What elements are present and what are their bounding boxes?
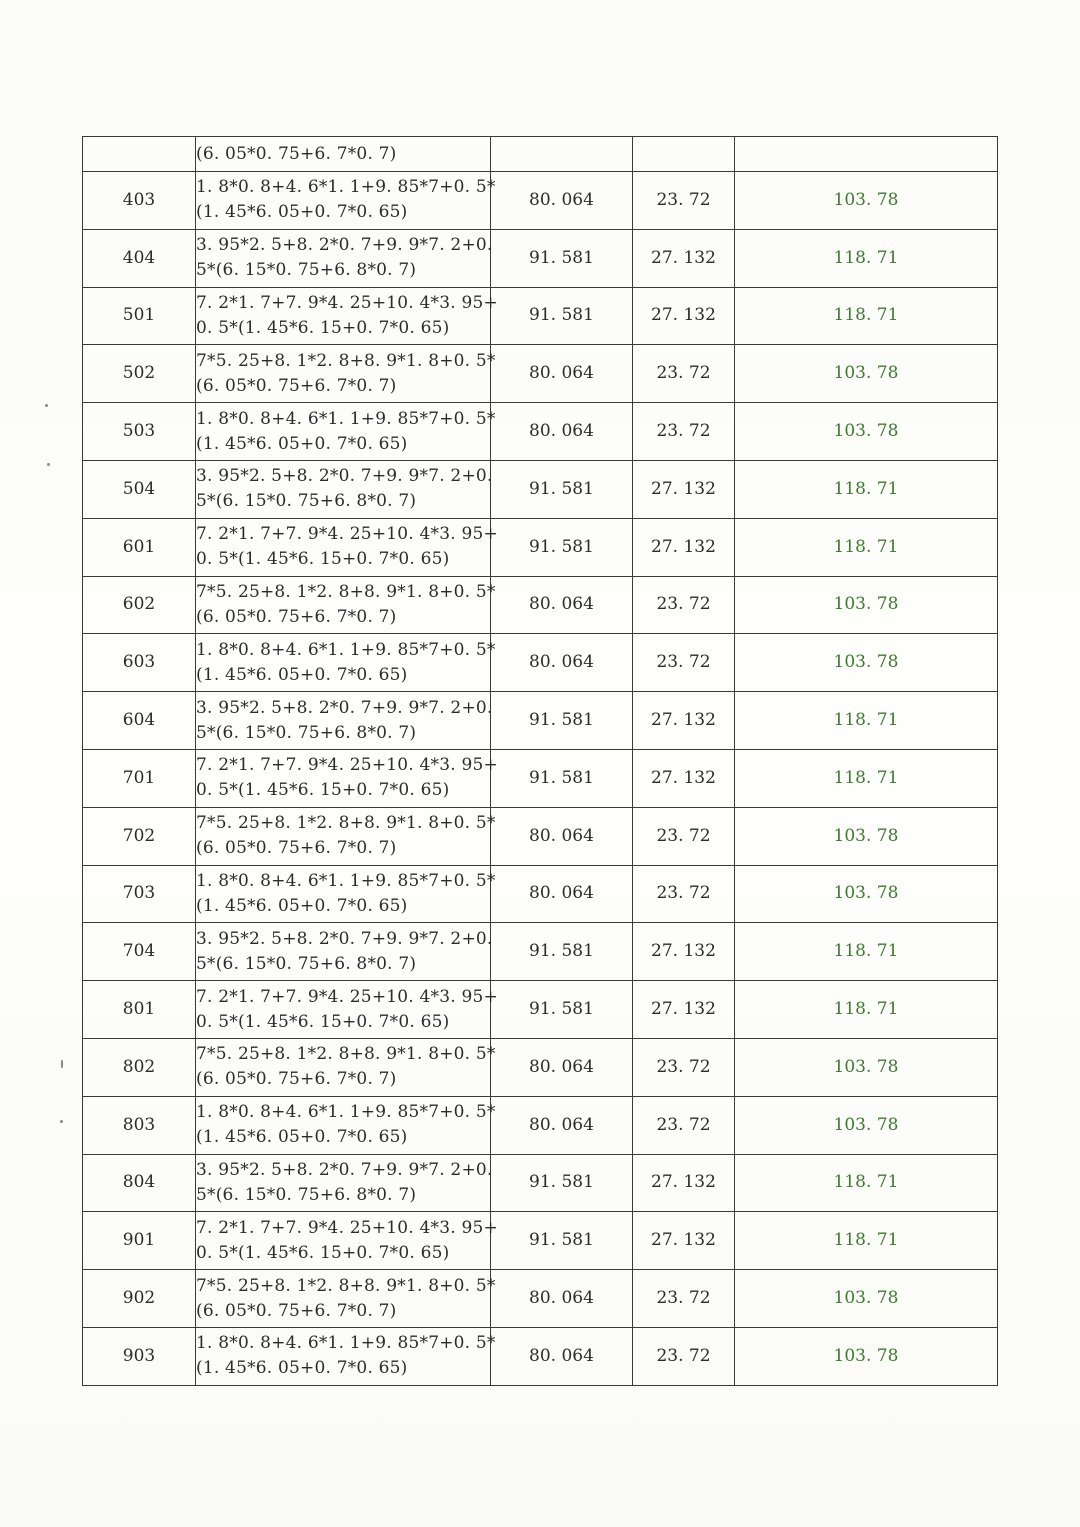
formula-line: (6. 05*0. 75+6. 7*0. 7)	[196, 1300, 397, 1321]
total-area-cell: 118. 71	[735, 749, 998, 807]
shared-area-cell: 23. 72	[633, 576, 735, 634]
total-area-cell: 118. 71	[735, 287, 998, 345]
inner-area-cell: 80. 064	[491, 865, 633, 923]
total-area-cell: 103. 78	[735, 865, 998, 923]
scan-speck	[60, 1120, 63, 1123]
area-formula-cell	[196, 1327, 496, 1385]
total-area-cell: 118. 71	[735, 229, 998, 287]
formula-line: 3. 95*2. 5+8. 2*0. 7+9. 9*7. 2+0.	[196, 466, 493, 487]
formula-line: 5*(6. 15*0. 75+6. 8*0. 7)	[196, 1184, 417, 1205]
room-number-cell: 502	[83, 345, 196, 403]
room-number-cell: 902	[83, 1270, 196, 1328]
total-area-cell: 118. 71	[735, 1154, 998, 1212]
inner-area-cell: 91. 581	[491, 1154, 633, 1212]
table-row	[83, 865, 998, 923]
shared-area-cell: 23. 72	[633, 807, 735, 865]
scan-speck	[47, 463, 50, 466]
inner-area-cell: 80. 064	[491, 403, 633, 461]
room-number-cell: 801	[83, 981, 196, 1039]
total-area-cell: 118. 71	[735, 692, 998, 750]
inner-area-cell	[491, 137, 633, 172]
inner-area-cell: 80. 064	[491, 1038, 633, 1096]
inner-area-cell: 91. 581	[491, 460, 633, 518]
area-formula-cell	[196, 1096, 496, 1154]
table-row	[83, 1327, 998, 1385]
room-number-cell: 404	[83, 229, 196, 287]
shared-area-cell: 23. 72	[633, 1327, 735, 1385]
area-formula-cell	[196, 518, 498, 576]
table-row-continued	[83, 137, 998, 172]
table-body	[83, 137, 998, 1386]
formula-line: 7. 2*1. 7+7. 9*4. 25+10. 4*3. 95+	[196, 986, 498, 1007]
inner-area-cell: 91. 581	[491, 287, 633, 345]
table-row	[83, 518, 998, 576]
formula-line: 3. 95*2. 5+8. 2*0. 7+9. 9*7. 2+0.	[196, 928, 493, 949]
inner-area-cell: 91. 581	[491, 518, 633, 576]
table-row	[83, 1212, 998, 1270]
inner-area-cell: 91. 581	[491, 229, 633, 287]
formula-line: 1. 8*0. 8+4. 6*1. 1+9. 85*7+0. 5*	[196, 408, 496, 429]
formula-line: (1. 45*6. 05+0. 7*0. 65)	[196, 202, 408, 223]
formula-line: 5*(6. 15*0. 75+6. 8*0. 7)	[196, 260, 417, 281]
room-number-cell: 804	[83, 1154, 196, 1212]
formula-line: 7*5. 25+8. 1*2. 8+8. 9*1. 8+0. 5*	[196, 1044, 496, 1065]
total-area-cell: 103. 78	[735, 1038, 998, 1096]
formula-line: 5*(6. 15*0. 75+6. 8*0. 7)	[196, 953, 417, 974]
formula-line: 1. 8*0. 8+4. 6*1. 1+9. 85*7+0. 5*	[196, 639, 496, 660]
formula-line: 5*(6. 15*0. 75+6. 8*0. 7)	[196, 722, 417, 743]
room-number-cell: 803	[83, 1096, 196, 1154]
room-number-cell: 601	[83, 518, 196, 576]
formula-line: 1. 8*0. 8+4. 6*1. 1+9. 85*7+0. 5*	[196, 1102, 496, 1123]
formula-line: 5*(6. 15*0. 75+6. 8*0. 7)	[196, 491, 417, 512]
table-row	[83, 981, 998, 1039]
shared-area-cell: 27. 132	[633, 460, 735, 518]
total-area-cell	[735, 137, 998, 172]
room-number-cell: 604	[83, 692, 196, 750]
table-row	[83, 403, 998, 461]
shared-area-cell: 23. 72	[633, 1270, 735, 1328]
shared-area-cell: 27. 132	[633, 749, 735, 807]
area-formula-cell	[196, 172, 496, 230]
scan-speck	[61, 1060, 63, 1068]
total-area-cell: 118. 71	[735, 981, 998, 1039]
table-row	[83, 576, 998, 634]
area-formula-cell	[196, 692, 491, 750]
area-formula-cell	[196, 403, 496, 461]
formula-line: 7. 2*1. 7+7. 9*4. 25+10. 4*3. 95+	[196, 524, 498, 545]
area-formula-cell	[196, 1212, 498, 1270]
inner-area-cell: 80. 064	[491, 1096, 633, 1154]
total-area-cell: 103. 78	[735, 172, 998, 230]
formula-line: (1. 45*6. 05+0. 7*0. 65)	[196, 1127, 408, 1148]
area-formula-cell	[196, 865, 496, 923]
area-formula-cell	[196, 923, 491, 981]
area-formula-cell	[196, 460, 491, 518]
shared-area-cell: 27. 132	[633, 1154, 735, 1212]
room-number-cell: 603	[83, 634, 196, 692]
shared-area-cell: 23. 72	[633, 403, 735, 461]
inner-area-cell: 80. 064	[491, 634, 633, 692]
total-area-cell: 118. 71	[735, 923, 998, 981]
total-area-cell: 103. 78	[735, 403, 998, 461]
formula-line: 1. 8*0. 8+4. 6*1. 1+9. 85*7+0. 5*	[196, 1333, 496, 1354]
inner-area-cell: 91. 581	[491, 692, 633, 750]
formula-line: 7*5. 25+8. 1*2. 8+8. 9*1. 8+0. 5*	[196, 581, 496, 602]
formula-line: 1. 8*0. 8+4. 6*1. 1+9. 85*7+0. 5*	[196, 870, 496, 891]
shared-area-cell: 23. 72	[633, 1038, 735, 1096]
inner-area-cell: 80. 064	[491, 1327, 633, 1385]
table-row	[83, 1270, 998, 1328]
shared-area-cell: 27. 132	[633, 518, 735, 576]
area-calculation-table	[82, 136, 998, 1386]
shared-area-cell: 23. 72	[633, 345, 735, 403]
formula-line: 7. 2*1. 7+7. 9*4. 25+10. 4*3. 95+	[196, 292, 498, 313]
table-row	[83, 229, 998, 287]
room-number-cell: 701	[83, 749, 196, 807]
formula-line: 0. 5*(1. 45*6. 15+0. 7*0. 65)	[196, 549, 450, 570]
inner-area-cell: 80. 064	[491, 807, 633, 865]
formula-line: (6. 05*0. 75+6. 7*0. 7)	[196, 838, 397, 859]
formula-line: 3. 95*2. 5+8. 2*0. 7+9. 9*7. 2+0.	[196, 697, 493, 718]
formula-line: (1. 45*6. 05+0. 7*0. 65)	[196, 895, 408, 916]
formula-line: (6. 05*0. 75+6. 7*0. 7)	[196, 143, 397, 164]
area-formula-cell	[196, 1154, 491, 1212]
area-formula-cell	[196, 634, 496, 692]
area-formula-cell	[196, 749, 498, 807]
area-formula-cell	[196, 137, 491, 172]
formula-line: (6. 05*0. 75+6. 7*0. 7)	[196, 375, 397, 396]
shared-area-cell: 27. 132	[633, 981, 735, 1039]
area-formula-cell	[196, 1038, 496, 1096]
formula-line: 3. 95*2. 5+8. 2*0. 7+9. 9*7. 2+0.	[196, 1159, 493, 1180]
room-number-cell: 903	[83, 1327, 196, 1385]
table-row	[83, 923, 998, 981]
area-formula-cell	[196, 576, 496, 634]
table-row	[83, 287, 998, 345]
room-number-cell	[83, 137, 196, 172]
shared-area-cell: 27. 132	[633, 923, 735, 981]
scan-speck	[45, 404, 48, 407]
room-number-cell: 703	[83, 865, 196, 923]
formula-line: (1. 45*6. 05+0. 7*0. 65)	[196, 664, 408, 685]
formula-line: 7. 2*1. 7+7. 9*4. 25+10. 4*3. 95+	[196, 755, 498, 776]
formula-line: 7. 2*1. 7+7. 9*4. 25+10. 4*3. 95+	[196, 1217, 498, 1238]
total-area-cell: 118. 71	[735, 1212, 998, 1270]
table-row	[83, 749, 998, 807]
inner-area-cell: 91. 581	[491, 749, 633, 807]
total-area-cell: 103. 78	[735, 1270, 998, 1328]
shared-area-cell	[633, 137, 735, 172]
formula-line: 3. 95*2. 5+8. 2*0. 7+9. 9*7. 2+0.	[196, 235, 493, 256]
room-number-cell: 504	[83, 460, 196, 518]
room-number-cell: 501	[83, 287, 196, 345]
total-area-cell: 103. 78	[735, 576, 998, 634]
total-area-cell: 103. 78	[735, 345, 998, 403]
inner-area-cell: 91. 581	[491, 1212, 633, 1270]
shared-area-cell: 23. 72	[633, 634, 735, 692]
room-number-cell: 704	[83, 923, 196, 981]
room-number-cell: 403	[83, 172, 196, 230]
formula-line: (6. 05*0. 75+6. 7*0. 7)	[196, 1069, 397, 1090]
area-formula-cell	[196, 345, 496, 403]
shared-area-cell: 23. 72	[633, 865, 735, 923]
formula-line: 0. 5*(1. 45*6. 15+0. 7*0. 65)	[196, 780, 450, 801]
table-row	[83, 460, 998, 518]
table-row	[83, 634, 998, 692]
formula-line: 1. 8*0. 8+4. 6*1. 1+9. 85*7+0. 5*	[196, 177, 496, 198]
room-number-cell: 702	[83, 807, 196, 865]
shared-area-cell: 27. 132	[633, 287, 735, 345]
area-formula-cell	[196, 981, 498, 1039]
inner-area-cell: 80. 064	[491, 1270, 633, 1328]
total-area-cell: 103. 78	[735, 634, 998, 692]
room-number-cell: 602	[83, 576, 196, 634]
shared-area-cell: 27. 132	[633, 692, 735, 750]
formula-line: 7*5. 25+8. 1*2. 8+8. 9*1. 8+0. 5*	[196, 350, 496, 371]
table-row	[83, 172, 998, 230]
inner-area-cell: 80. 064	[491, 345, 633, 403]
total-area-cell: 103. 78	[735, 807, 998, 865]
formula-line: 7*5. 25+8. 1*2. 8+8. 9*1. 8+0. 5*	[196, 813, 496, 834]
formula-line: 0. 5*(1. 45*6. 15+0. 7*0. 65)	[196, 317, 450, 338]
total-area-cell: 103. 78	[735, 1327, 998, 1385]
room-number-cell: 802	[83, 1038, 196, 1096]
shared-area-cell: 23. 72	[633, 172, 735, 230]
total-area-cell: 103. 78	[735, 1096, 998, 1154]
shared-area-cell: 27. 132	[633, 1212, 735, 1270]
table-row	[83, 1154, 998, 1212]
room-number-cell: 503	[83, 403, 196, 461]
formula-line: 0. 5*(1. 45*6. 15+0. 7*0. 65)	[196, 1011, 450, 1032]
formula-line: 0. 5*(1. 45*6. 15+0. 7*0. 65)	[196, 1242, 450, 1263]
area-formula-cell	[196, 229, 491, 287]
area-formula-cell	[196, 1270, 496, 1328]
inner-area-cell: 91. 581	[491, 923, 633, 981]
area-formula-cell	[196, 287, 498, 345]
room-number-cell: 901	[83, 1212, 196, 1270]
formula-line: (6. 05*0. 75+6. 7*0. 7)	[196, 606, 397, 627]
table-row	[83, 692, 998, 750]
total-area-cell: 118. 71	[735, 518, 998, 576]
shared-area-cell: 27. 132	[633, 229, 735, 287]
formula-line: (1. 45*6. 05+0. 7*0. 65)	[196, 1358, 408, 1379]
area-formula-cell	[196, 807, 496, 865]
inner-area-cell: 80. 064	[491, 576, 633, 634]
table-row	[83, 1038, 998, 1096]
total-area-cell: 118. 71	[735, 460, 998, 518]
inner-area-cell: 80. 064	[491, 172, 633, 230]
inner-area-cell: 91. 581	[491, 981, 633, 1039]
shared-area-cell: 23. 72	[633, 1096, 735, 1154]
formula-line: 7*5. 25+8. 1*2. 8+8. 9*1. 8+0. 5*	[196, 1275, 496, 1296]
table-row	[83, 345, 998, 403]
table-row	[83, 807, 998, 865]
formula-line: (1. 45*6. 05+0. 7*0. 65)	[196, 433, 408, 454]
table-row	[83, 1096, 998, 1154]
